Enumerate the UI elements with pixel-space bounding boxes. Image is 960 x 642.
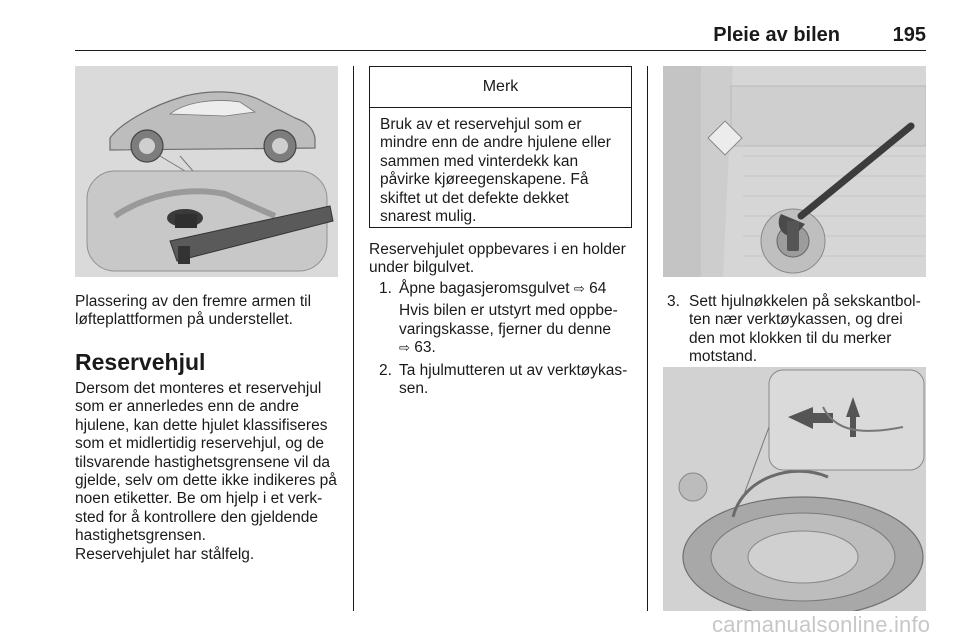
spare-wheel-svg [663,367,926,611]
header-rule [75,50,926,51]
illustration-caption: Plassering av den fremre armen til løfteplattformen på understellet. [75,293,312,329]
section-heading: Reservehjul [75,349,206,375]
step-1-text: Åpne bagasjeromsgulvet [399,280,570,297]
ref-arrow-icon: ⇨ [399,340,410,356]
step-1 [379,280,641,360]
step-3-number: 3. [667,293,680,310]
page-number: 195 [892,24,926,46]
intro-paragraph: Reservehjulet oppbevares i en holder under bilgulvet. [369,241,626,277]
car-lift-svg [75,66,338,277]
column-divider-right [647,66,648,611]
spare-wheel-paragraph: Dersom det monteres et reservehjul som er annerledes enn de andre hjulene, kan dette hjulet klassifiseres som et midlertidig reservehjul, og de tilsvarende hastighetsgrensene vil da gjelde, selv om dette ikke indikeres på noen etiketter. Be om hjelp i et verk- sted for å kontrollere den gjeldende hastighetsgrensen. [75,380,337,545]
watermark: carmanualsonline.info [712,612,931,637]
step-1-ref[interactable]: 64 [589,280,607,297]
ref-arrow-icon: ⇨ [573,281,585,296]
note-title: Merk [370,67,631,108]
steel-rim-paragraph: Reservehjulet har stålfelg. [75,546,255,563]
step-2-number: 2. [379,362,392,379]
step-1-subtext: Hvis bilen er utstyrt med oppbe- varingskasse, fjerner du denne [399,302,618,338]
step-1-number: 1. [379,280,392,297]
wheel-wrench-svg [663,66,926,277]
page-header [75,18,926,50]
step-1-subref[interactable]: 63. [414,339,436,357]
column-divider-left [353,66,354,611]
note-body: Bruk av et reservehjul som er mindre enn de andre hjulene eller sammen med vinterdekk kan påvirke kjøreegenskapene. Få skiftet ut det defekte dekket snarest mulig. [380,116,611,226]
step-3-text: Sett hjulnøkkelen på sekskantbol- ten nær verktøykassen, og drei den mot klokken til du merker motstand. [689,293,921,366]
wheel-wrench-illustration [663,66,926,277]
step-2 [379,362,641,402]
step-2-text: Ta hjulmutteren ut av verktøykas- sen. [399,362,628,398]
spare-wheel-illustration [663,367,926,611]
car-lift-illustration [75,66,338,277]
note-box [369,66,632,228]
step-3 [667,293,929,373]
header-title: Pleie av bilen [713,24,840,46]
